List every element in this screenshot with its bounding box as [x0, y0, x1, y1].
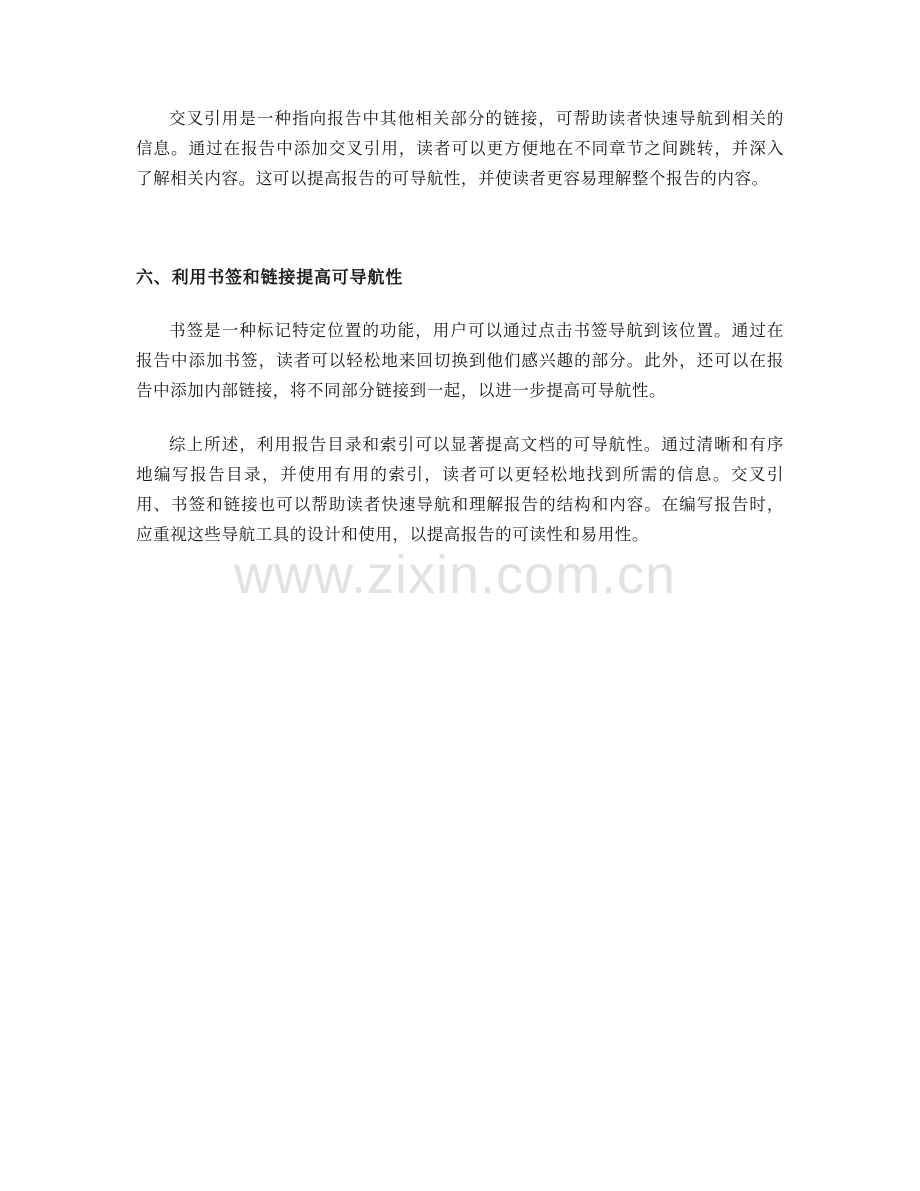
section-heading: 六、利用书签和链接提高可导航性	[136, 268, 403, 288]
watermark: www.zixin.com.cn	[234, 545, 677, 605]
body-paragraph-bookmarks: 书签是一种标记特定位置的功能，用户可以通过点击书签导航到该位置。通过在报告中添加书签，读者可以轻松地来回切换到他们感兴趣的部分。此外，还可以在报告中添加内部链接，将不同部分链接到一起，以进一步提高可导航性。	[136, 321, 784, 400]
body-paragraph-summary: 综上所述，利用报告目录和索引可以显著提高文档的可导航性。通过清晰和有序地编写报告目录，并使用有用的索引，读者可以更轻松地找到所需的信息。交叉引用、书签和链接也可以帮助读者快速导航和理解报告的结构和内容。在编写报告时，应重视这些导航工具的设计和使用，以提高报告的可读性和易用性。	[136, 435, 784, 544]
body-paragraph-cross-reference: 交叉引用是一种指向报告中其他相关部分的链接，可帮助读者快速导航到相关的信息。通过在报告中添加交叉引用，读者可以更方便地在不同章节之间跳转，并深入了解相关内容。这可以提高报告的可导航性，并使读者更容易理解整个报告的内容。	[136, 109, 784, 188]
